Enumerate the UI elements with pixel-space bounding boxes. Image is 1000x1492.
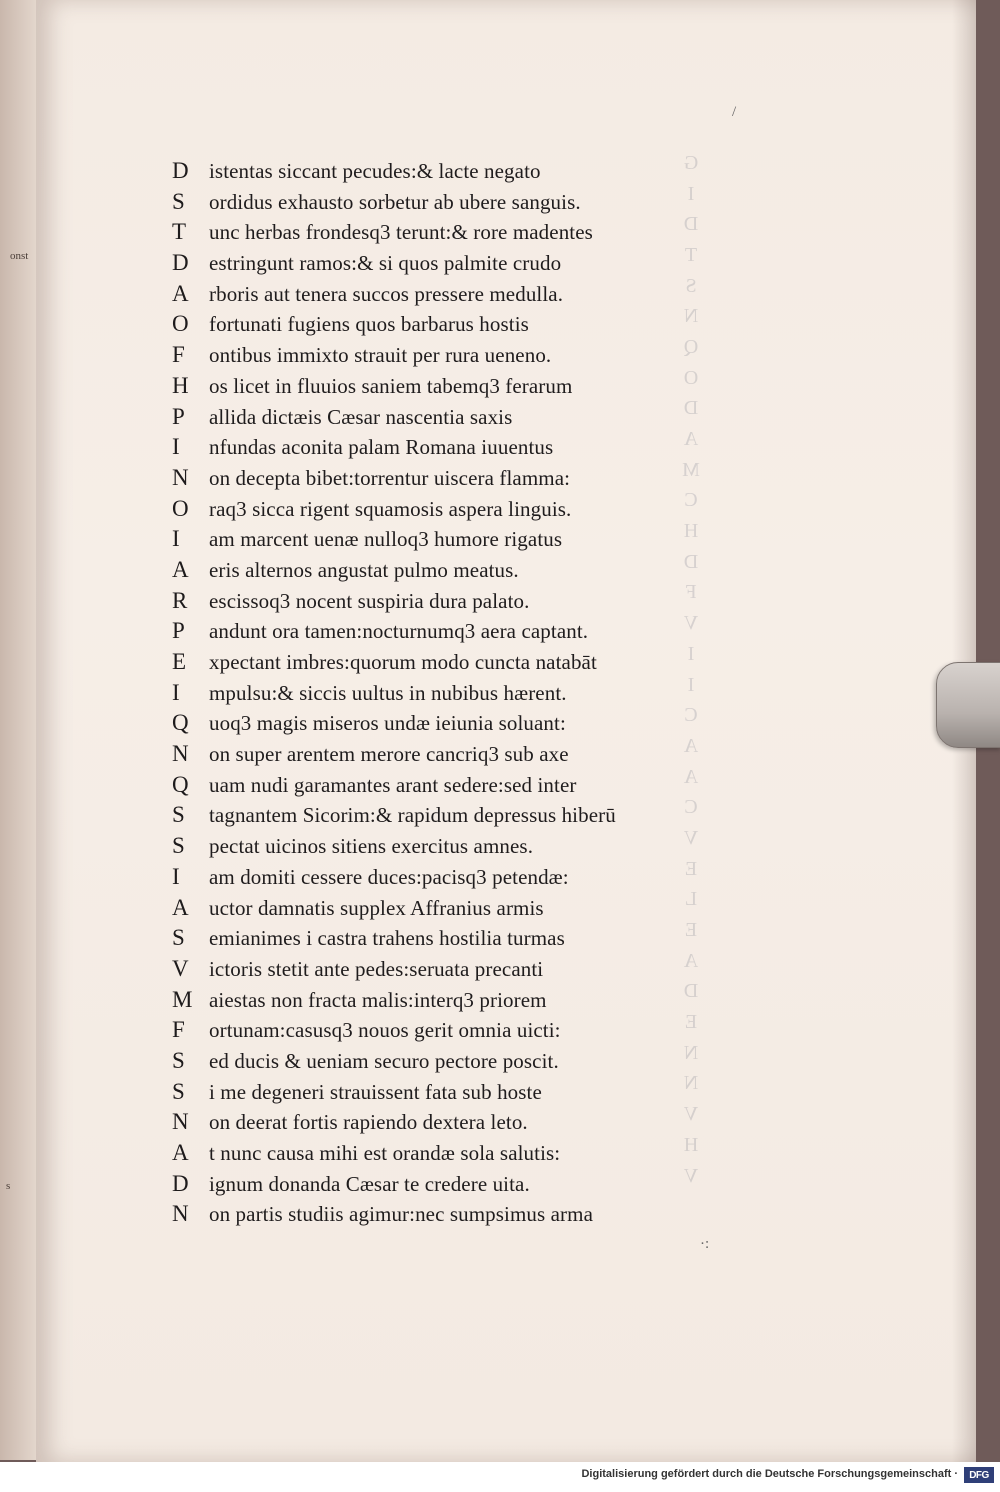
verse-initial: Q — [172, 771, 189, 797]
ghost-line — [678, 332, 976, 363]
verse-text: andunt ora tamen:nocturnumq3 aera captant. — [209, 619, 589, 644]
margin-mark-bottom: ·: — [700, 1236, 710, 1252]
verse-line — [172, 496, 692, 527]
ghost-line — [678, 1007, 976, 1038]
ghost-line — [678, 946, 976, 977]
verse-text: tagnantem Sicorim:& rapidum depressus hiberū — [209, 803, 616, 828]
verse-text: nfundas aconita palam Romana iuuentus — [209, 435, 554, 460]
verse-initial: N — [172, 1201, 189, 1227]
ghost-line — [678, 670, 976, 701]
ghost-initial: E — [684, 919, 698, 942]
ghost-line — [678, 885, 976, 916]
verse-text: on partis studiis agimur:nec sumpsimus arma — [209, 1202, 594, 1227]
ghost-initial: F — [685, 581, 697, 604]
verse-initial: H — [172, 372, 189, 398]
ghost-initial: V — [683, 826, 699, 849]
ghost-line — [678, 363, 976, 394]
verse-text: ed ducis & ueniam securo pectore poscit. — [209, 1048, 559, 1073]
verse-line — [172, 189, 692, 220]
verse-line — [172, 680, 692, 711]
ghost-line — [678, 608, 976, 639]
ghost-line — [678, 455, 976, 486]
ghost-initial: D — [683, 550, 699, 573]
verse-line — [172, 1048, 692, 1079]
ghost-initial: I — [687, 182, 695, 205]
verse-line — [172, 833, 692, 864]
verse-text: raq3 sicca rigent squamosis aspera linguis. — [209, 496, 572, 521]
verse-text: estringunt ramos:& si quos palmite crudo — [209, 251, 562, 276]
verse-text: uctor damnatis supplex Affranius armis — [209, 895, 544, 920]
verse-initial: T — [172, 219, 187, 245]
ghost-line — [678, 977, 976, 1008]
verse-initial: A — [172, 556, 189, 582]
ghost-line — [678, 516, 976, 547]
verse-line — [172, 956, 692, 987]
verse-line — [172, 281, 692, 312]
verse-initial: S — [172, 802, 185, 828]
verse-text: aiestas non fracta malis:interq3 priorem — [209, 987, 547, 1012]
verse-initial: S — [172, 833, 185, 859]
ghost-initial: H — [683, 1133, 699, 1156]
ghost-line — [678, 792, 976, 823]
ghost-initial: E — [684, 857, 698, 880]
verse-text-block — [172, 158, 692, 1232]
ghost-initial: C — [684, 489, 698, 512]
verse-initial: F — [172, 342, 185, 368]
ghost-initial: N — [683, 1072, 699, 1095]
verse-line — [172, 1109, 692, 1140]
verse-text: ontibus immixto strauit per rura ueneno. — [209, 343, 552, 368]
verse-text: on super arentem merore cancriq3 sub axe — [209, 742, 569, 767]
dfg-logo: DFG — [964, 1467, 994, 1483]
ghost-line — [678, 762, 976, 793]
verse-text: unc herbas frondesq3 terunt:& rore madentes — [209, 220, 593, 245]
verse-text: ortunam:casusq3 nouos gerit omnia uicti: — [209, 1018, 561, 1043]
bleed-through-text — [678, 148, 976, 1191]
verse-line — [172, 311, 692, 342]
ghost-initial: H — [683, 520, 699, 543]
verse-initial: F — [172, 1017, 185, 1043]
verse-line — [172, 1140, 692, 1171]
ghost-initial: N — [683, 1041, 699, 1064]
verse-initial: D — [172, 250, 189, 276]
verse-text: rboris aut tenera succos pressere medulla. — [209, 281, 564, 306]
ghost-initial: G — [683, 151, 699, 174]
verse-text: pectat uicinos sitiens exercitus amnes. — [209, 834, 534, 859]
ghost-line — [678, 700, 976, 731]
ghost-initial: Q — [683, 335, 699, 358]
verse-line — [172, 1017, 692, 1048]
verse-initial: N — [172, 464, 189, 490]
ghost-line — [678, 731, 976, 762]
leaf-edge-mark-bottom: s — [6, 1180, 11, 1192]
page-clip-tab — [936, 662, 1000, 748]
verse-line — [172, 219, 692, 250]
ghost-line — [678, 915, 976, 946]
verse-initial: D — [172, 1170, 189, 1196]
ghost-line — [678, 1161, 976, 1192]
ghost-line — [678, 854, 976, 885]
verse-initial: P — [172, 403, 185, 429]
verse-line — [172, 710, 692, 741]
verse-initial: I — [172, 434, 180, 460]
ghost-initial: C — [684, 796, 698, 819]
ghost-initial: A — [683, 765, 699, 788]
verse-line — [172, 250, 692, 281]
verse-initial: E — [172, 649, 187, 674]
verse-text: os licet in fluuios saniem tabemq3 ferarum — [209, 373, 573, 398]
verse-line — [172, 1201, 692, 1232]
ghost-line — [678, 1099, 976, 1130]
verse-line — [172, 465, 692, 496]
ghost-initial: E — [684, 1011, 698, 1034]
verse-text: i me degeneri strauissent fata sub hoste — [209, 1079, 542, 1104]
ghost-line — [678, 639, 976, 670]
verse-text: t nunc causa mihi est orandæ sola salutis: — [209, 1141, 561, 1165]
verse-line — [172, 588, 692, 619]
verse-initial: S — [172, 925, 185, 951]
ghost-initial: S — [685, 274, 697, 297]
verse-line — [172, 895, 692, 926]
ghost-initial: I — [687, 642, 695, 665]
ghost-line — [678, 578, 976, 609]
ghost-line — [678, 1130, 976, 1161]
ghost-line — [678, 240, 976, 271]
verse-text: xpectant imbres:quorum modo cuncta natabāt — [209, 650, 597, 674]
verse-text: ignum donanda Cæsar te credere uita. — [209, 1171, 530, 1196]
verse-text: on deerat fortis rapiendo dextera leto. — [209, 1110, 528, 1135]
verse-initial: A — [172, 894, 189, 920]
ghost-line — [678, 271, 976, 302]
ghost-initial: V — [683, 1164, 699, 1187]
verse-initial: O — [172, 495, 189, 521]
ghost-initial: T — [684, 243, 698, 266]
ghost-initial: A — [683, 734, 699, 757]
ghost-initial: D — [683, 980, 699, 1003]
ghost-initial: D — [683, 397, 699, 420]
verse-text: istentas siccant pecudes:& lacte negato — [209, 159, 541, 183]
verse-initial: I — [172, 863, 180, 889]
verse-initial: P — [172, 618, 185, 644]
verse-text: ictoris stetit ante pedes:seruata precanti — [209, 956, 544, 981]
verse-initial: N — [172, 1109, 189, 1135]
verse-text: escissoq3 nocent suspiria dura palato. — [209, 588, 530, 613]
verse-text: uam nudi garamantes arant sedere:sed inter — [209, 772, 577, 797]
verse-line — [172, 526, 692, 557]
ghost-line — [678, 486, 976, 517]
verse-initial: A — [172, 1140, 189, 1165]
ghost-initial: O — [683, 366, 699, 389]
ghost-initial: A — [683, 428, 699, 451]
verse-initial: N — [172, 741, 189, 767]
ghost-initial: L — [684, 888, 698, 911]
verse-text: fortunati fugiens quos barbarus hostis — [209, 312, 529, 337]
verse-line — [172, 864, 692, 895]
verse-text: on decepta bibet:torrentur uiscera flamma: — [209, 465, 571, 490]
verse-line — [172, 802, 692, 833]
verse-text: eris alternos angustat pulmo meatus. — [209, 557, 519, 582]
ghost-line — [678, 547, 976, 578]
verse-initial: Q — [172, 710, 189, 736]
verse-text: emianimes i castra trahens hostilia turmas — [209, 926, 565, 951]
verse-initial: S — [172, 1078, 185, 1104]
ghost-initial: V — [683, 1103, 699, 1126]
ghost-initial: V — [683, 612, 699, 635]
verse-line — [172, 1079, 692, 1110]
verse-line — [172, 158, 692, 189]
verse-text: am domiti cessere duces:pacisq3 petendæ: — [209, 864, 569, 889]
ghost-initial: D — [683, 213, 699, 236]
verse-line — [172, 342, 692, 373]
book-page — [36, 0, 976, 1462]
verse-initial: S — [172, 188, 185, 214]
verse-initial: O — [172, 311, 189, 337]
ghost-initial: M — [682, 458, 700, 481]
ghost-line — [678, 424, 976, 455]
ghost-line — [678, 1069, 976, 1100]
verse-line — [172, 987, 692, 1018]
verse-line — [172, 557, 692, 588]
ghost-line — [678, 179, 976, 210]
verse-initial: I — [172, 526, 180, 552]
ghost-line — [678, 209, 976, 240]
verse-text: ordidus exhausto sorbetur ab ubere sanguis. — [209, 189, 581, 214]
verse-line — [172, 649, 692, 680]
verse-text: uoq3 magis miseros undæ ieiunia soluant: — [209, 711, 566, 736]
ghost-line — [678, 301, 976, 332]
verse-text: am marcent uenæ nulloq3 humore rigatus — [209, 527, 563, 552]
ghost-line — [678, 394, 976, 425]
verse-line — [172, 925, 692, 956]
ghost-initial: C — [684, 704, 698, 727]
verse-initial: R — [172, 587, 188, 613]
verse-initial: M — [172, 986, 193, 1012]
verse-line — [172, 741, 692, 772]
verse-line — [172, 404, 692, 435]
verse-initial: S — [172, 1047, 185, 1073]
verse-text: mpulsu:& siccis uultus in nubibus hærent. — [209, 680, 567, 705]
leaf-edge-mark-top: onst — [10, 250, 29, 262]
ghost-line — [678, 148, 976, 179]
ghost-line — [678, 1038, 976, 1069]
verse-initial: D — [172, 158, 189, 183]
verse-initial: I — [172, 679, 180, 705]
ghost-initial: N — [683, 305, 699, 328]
verse-line — [172, 1171, 692, 1202]
verse-initial: V — [172, 955, 189, 981]
verse-initial: A — [172, 280, 189, 306]
ghost-line — [678, 823, 976, 854]
verse-line — [172, 434, 692, 465]
verse-line — [172, 618, 692, 649]
digitization-credit: Digitalisierung gefördert durch die Deutsche Forschungsgemeinschaft · — [581, 1468, 958, 1480]
verse-line — [172, 373, 692, 404]
verse-text: allida dictæis Cæsar nascentia saxis — [209, 404, 513, 429]
verse-line — [172, 772, 692, 803]
ghost-initial: A — [683, 949, 699, 972]
margin-mark-top: / — [732, 104, 737, 120]
ghost-initial: I — [687, 673, 695, 696]
